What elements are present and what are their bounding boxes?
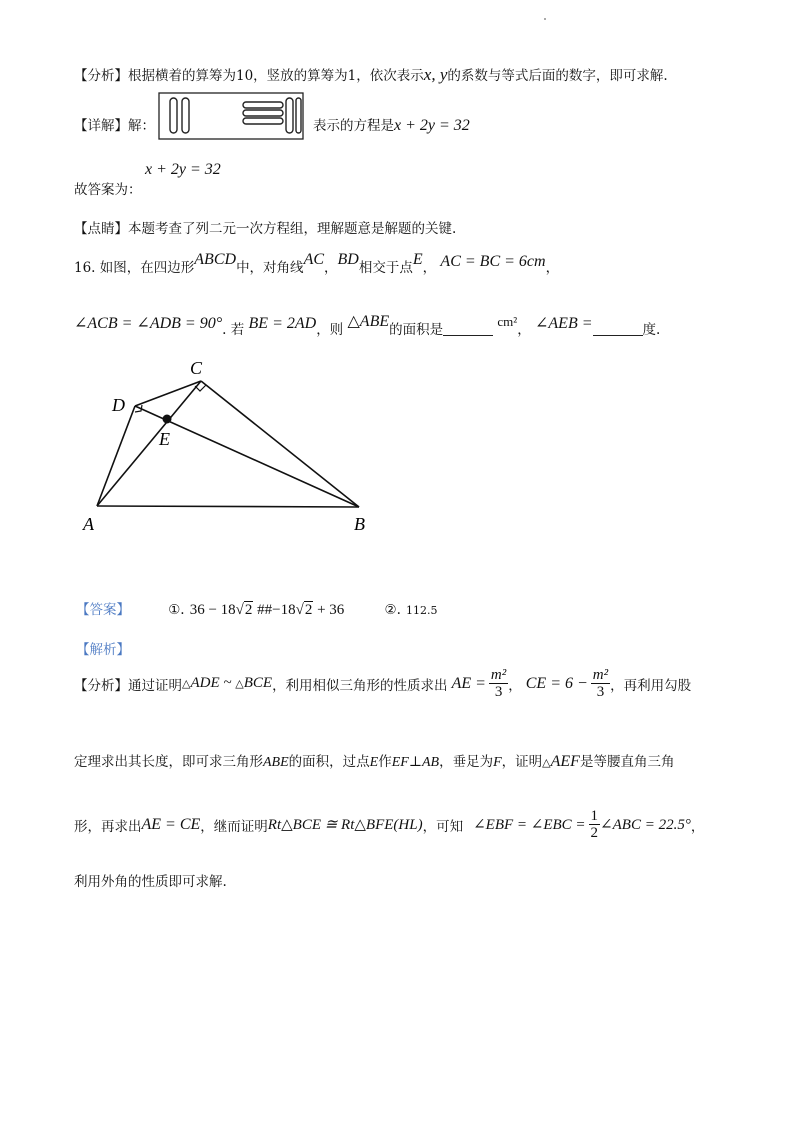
analysis2-l2c: 作 (378, 754, 392, 770)
analysis2-ae: AE = (451, 674, 486, 692)
answer-r1: 2 (244, 602, 253, 618)
q16-unit: cm² (497, 314, 518, 329)
area-blank (443, 321, 493, 336)
q16-t3: 相交于点 (358, 260, 413, 276)
analysis2-line-1: 【分析】 通过证明 △ADE ~ △BCE ，利用相似三角形的性质求出 AE = $\frac{\text{m²}}{3}$ ， CE = 6 − $\frac{\text{m²}}{3}$ ，再利用勾股 (74, 667, 692, 700)
analysis2-sim2: BCE (243, 675, 273, 691)
frac2-den: 3 (596, 684, 605, 700)
analysis2-ce: CE = 6 − (525, 674, 588, 692)
analysis2-cong: Rt△BCE ≅ Rt△BFE(HL) (267, 817, 423, 833)
analysis2-l2d: ，垂足为 (439, 754, 494, 770)
analysis-text-a: 根据横着的算筹为10，竖放的算筹为1，依次表示 (128, 68, 424, 84)
angle-blank (593, 321, 643, 336)
geometry-figure (70, 350, 390, 550)
frac1-num: m² (490, 667, 507, 683)
analysis2-l3b: ，继而证明 (200, 818, 268, 835)
detail-tag: 【详解】 (74, 118, 128, 134)
label-e: E (159, 429, 170, 449)
q16-t8: 的面积是 (389, 322, 444, 338)
analysis2-aece: AE = CE (141, 815, 201, 833)
analysis-vars: x, y (423, 65, 448, 84)
q16-line-2 (74, 313, 661, 339)
q16-bd: BD (337, 251, 359, 268)
frac1-den: 3 (494, 684, 503, 700)
analysis2-abe: ABE (263, 755, 289, 770)
q16-quad: ABCD (194, 251, 237, 268)
analysis2-l1d: ，再利用勾股 (610, 677, 692, 694)
label-c: C (190, 358, 203, 378)
analysis2-line-2: 定理求出其长度，即可求三角形ABE的面积，过点E作EF⊥AB，垂足为F，证明△AEF是等腰直角三角 (74, 753, 675, 770)
q16-t9: ， (517, 322, 531, 338)
answer-equation: x + 2y = 32 (145, 161, 221, 178)
segment-cb (201, 381, 359, 507)
q16-angles: ∠ACB = ∠ADB = 90° (74, 315, 223, 332)
q16-aeb: ∠AEB = (534, 315, 593, 332)
scan-dot (544, 18, 546, 20)
q16-comma: ， (324, 260, 338, 276)
answer-label: 故答案为： (74, 182, 142, 198)
q16-t1: 如图，在四边形 (99, 260, 195, 276)
frac2-num: m² (592, 667, 609, 683)
analysis2-l2b: 的面积，过点 (288, 754, 370, 770)
analysis2-l3c: ，可知 (422, 818, 464, 835)
analysis-text-b: 的系数与等式后面的数字，即可求解. (447, 68, 668, 84)
analysis2-ang: ∠EBF = ∠EBC = (473, 817, 586, 833)
answer-line: 【答案】 ①. 36 − 18√2 ##−18√2 + 36 ②. 112.5 (76, 602, 438, 618)
jiexi-tag: 【解析】 (76, 642, 130, 658)
analysis-line (74, 64, 668, 85)
analysis2-l3a: 形，再求出 (74, 818, 142, 835)
analysis2-f: F (493, 755, 502, 770)
analysis2-l1b: ，利用相似三角形的性质求出 (272, 677, 448, 694)
q16-eq1: AC = BC = 6cm (440, 253, 546, 270)
q16-e: E (412, 251, 423, 268)
q16-t5: ， (545, 260, 560, 276)
analysis2-tag: 【分析】 (74, 677, 128, 694)
label-d: D (112, 395, 125, 415)
half-num: 1 (590, 808, 599, 824)
q16-tri: △ABE (347, 313, 390, 330)
answer-n2: ②. (384, 602, 401, 618)
q16-number: 16. (74, 260, 96, 276)
q16-be: BE = 2AD (248, 315, 317, 332)
segment-ad (97, 406, 135, 506)
q16-t6: . 若 (222, 322, 245, 338)
analysis2-aef: AEF (550, 753, 580, 770)
label-b: B (354, 514, 365, 534)
answer-tag: 【答案】 (76, 602, 130, 618)
analysis2-e2: E (369, 755, 379, 770)
detail-text: 表示的方程是 (313, 118, 394, 134)
q16-t7: ，则 (316, 322, 344, 338)
analysis2-l3d: ， (690, 818, 705, 835)
answer-n1: ①. (168, 602, 185, 618)
comment-line (74, 217, 456, 237)
detail-tag-line (74, 114, 155, 134)
detail-jie: 解： (128, 118, 155, 134)
answer-r2: 2 (304, 602, 313, 618)
analysis2-l2e: ，证明 (501, 754, 543, 770)
label-a: A (83, 514, 94, 534)
q16-line-1 (74, 251, 560, 277)
q16-ac: AC (303, 251, 325, 268)
q16-t2: 中，对角线 (236, 260, 304, 276)
half-den: 2 (590, 825, 599, 841)
q16-t10: 度. (642, 322, 661, 338)
point-e (163, 415, 172, 424)
detail-equation: x + 2y = 32 (394, 117, 470, 134)
answer-v2: 112.5 (406, 604, 438, 617)
counting-rods-figure (158, 92, 304, 140)
analysis2-l1c: ， (508, 677, 522, 694)
analysis2-line-3 (74, 808, 704, 841)
answer-v1a: 36 − 18 (189, 602, 236, 618)
detail-text-line (313, 114, 470, 135)
analysis2-line-4: 利用外角的性质即可求解. (74, 874, 227, 890)
segment-ab (97, 506, 359, 507)
analysis2-l1a: 通过证明 (128, 677, 182, 694)
analysis2-ang2: ∠ABC = 22.5° (600, 817, 691, 833)
analysis2-l2f: 是等腰直角三角 (579, 754, 675, 770)
analysis2-perp: EF⊥AB (391, 755, 440, 770)
comment-text: 本题考查了列二元一次方程组，理解题意是解题的关键. (128, 221, 457, 237)
comment-tag: 【点睛】 (74, 221, 128, 237)
answer-sep: ##−18 (253, 602, 296, 618)
q16-t4: ， (422, 260, 437, 276)
analysis2-sim: ADE ~ (190, 675, 236, 691)
answer-v1b: + 36 (313, 602, 345, 618)
analysis-tag: 【分析】 (74, 68, 128, 84)
analysis2-l2a: 定理求出其长度，即可求三角形 (74, 754, 263, 770)
